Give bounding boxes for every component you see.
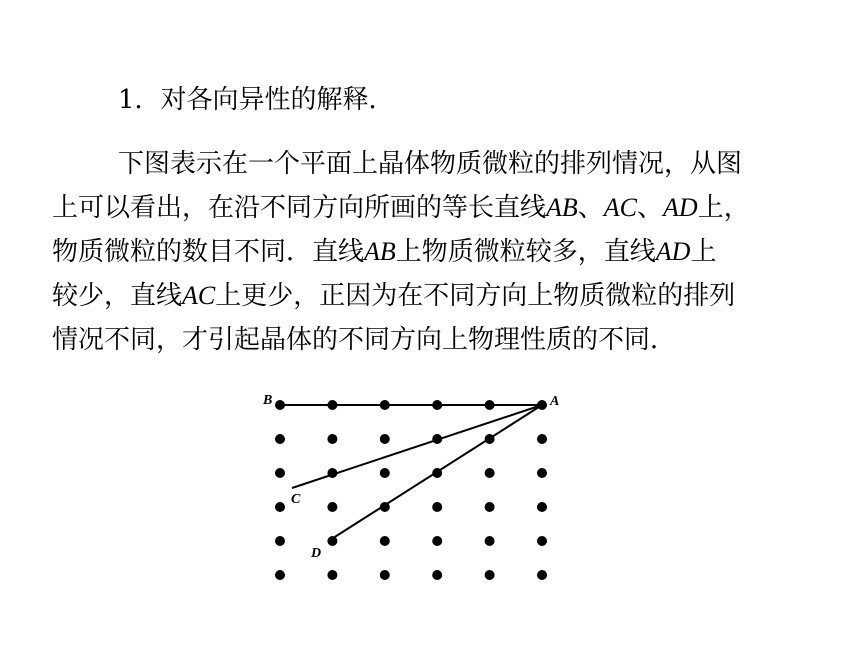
point-label-c: C: [291, 492, 301, 507]
lattice-point: [537, 468, 547, 478]
lattice-point: [432, 502, 442, 512]
point-label-a: A: [550, 394, 560, 409]
lattice-point: [327, 400, 337, 410]
lattice-point: [275, 536, 285, 546]
lattice-point: [537, 570, 547, 580]
text-segment: 上: [690, 237, 717, 267]
lattice-point: [275, 400, 285, 410]
lattice-point: [432, 536, 442, 546]
paragraph-line-5: 情况不同，才引起晶体的不同方向上物理性质的不同．: [52, 325, 677, 355]
point-label-b: B: [263, 393, 273, 408]
paragraph-line-2: [52, 186, 822, 230]
text-segment: 、: [577, 193, 604, 223]
lattice-point: [485, 400, 495, 410]
explanation-paragraph: [52, 142, 822, 362]
lattice-point: [537, 400, 547, 410]
text-segment: 上可以看出，在沿不同方向所画的等长直线: [52, 193, 547, 223]
paragraph-line-3: [52, 230, 822, 274]
direction-lines: [280, 405, 542, 540]
lattice-point: [537, 434, 547, 444]
lattice-point: [432, 434, 442, 444]
crystal-lattice-diagram: [250, 385, 570, 595]
point-label-d: D: [311, 546, 322, 561]
line-ab-symbol: AB: [364, 237, 396, 266]
line-ad-symbol: AD: [663, 193, 698, 222]
lattice-point: [537, 536, 547, 546]
paragraph-line-4: [52, 274, 822, 318]
text-segment: 上物质微粒较多，直线: [395, 237, 656, 267]
lattice-point: [327, 468, 337, 478]
text-segment: 上，: [697, 193, 750, 223]
lattice-point: [275, 502, 285, 512]
line-ac-symbol: AC: [603, 193, 638, 222]
paragraph-line-1: 下图表示在一个平面上晶体物质微粒的排列情况，从图: [118, 149, 743, 179]
lattice-point: [432, 570, 442, 580]
lattice-point: [485, 468, 495, 478]
lattice-point: [380, 570, 390, 580]
lattice-point: [380, 468, 390, 478]
lattice-point: [485, 502, 495, 512]
text-segment: 上更少，正因为在不同方向上物质微粒的排列: [215, 281, 736, 311]
line-ab-symbol: AB: [546, 193, 578, 222]
line-ad-symbol: AD: [655, 237, 691, 266]
lattice-point: [275, 468, 285, 478]
lattice-point: [485, 434, 495, 444]
lattice-point: [380, 536, 390, 546]
lattice-point: [327, 434, 337, 444]
lattice-point: [380, 434, 390, 444]
lattice-point: [485, 536, 495, 546]
lattice-point: [275, 434, 285, 444]
text-segment: 物质微粒的数目不同．直线: [52, 237, 365, 267]
lattice-point: [275, 570, 285, 580]
text-segment: 、: [637, 193, 664, 223]
lattice-point: [327, 536, 337, 546]
lattice-point: [380, 400, 390, 410]
lattice-point: [327, 570, 337, 580]
lattice-point: [380, 502, 390, 512]
lattice-point: [485, 570, 495, 580]
lattice-point: [432, 400, 442, 410]
lattice-point: [537, 502, 547, 512]
lattice-point: [327, 502, 337, 512]
line-ac-symbol: AC: [182, 281, 216, 310]
text-segment: 较少，直线: [52, 281, 183, 311]
section-heading: 1．对各向异性的解释．: [118, 85, 395, 115]
lattice-point: [432, 468, 442, 478]
